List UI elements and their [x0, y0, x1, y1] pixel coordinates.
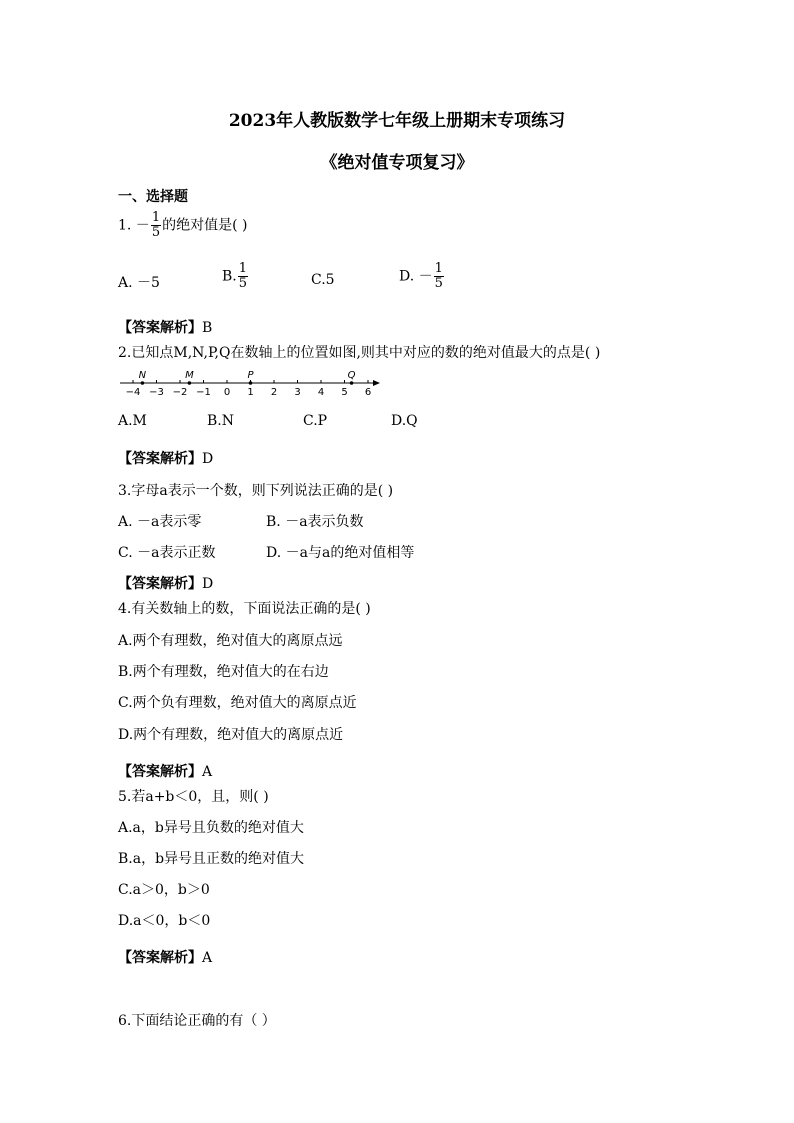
q3-option-d: D. －a与a的绝对值相等 — [266, 545, 415, 561]
q4-option-d: D.两个有理数，绝对值大的离原点近 — [118, 727, 344, 743]
q1-option-a: A. －5 — [118, 275, 160, 291]
question-4: 4.有关数轴上的数，下面说法正确的是( ) — [118, 601, 371, 617]
q5-answer-label: 【答案解析】 — [118, 950, 202, 966]
q3-answer — [118, 573, 213, 593]
q4-option-b: B.两个有理数，绝对值大的在右边 — [118, 664, 329, 680]
tick-label: −2 — [172, 387, 188, 398]
q1-optd-den: 5 — [434, 276, 443, 291]
q4-option-c: C.两个负有理数，绝对值大的离原点近 — [118, 695, 357, 711]
tick-label: 0 — [223, 387, 231, 398]
q5-option-a: A.a，b异号且负数的绝对值大 — [118, 820, 304, 836]
q3-answer-value: D — [202, 576, 214, 592]
q4-answer — [118, 761, 212, 781]
q2-answer — [118, 448, 213, 468]
section-heading: 一、选择题 — [118, 189, 188, 205]
point-label-p: P — [247, 370, 254, 381]
page-title: 2023年人教版数学七年级上册期末专项练习 — [228, 111, 566, 131]
q1-fraction — [151, 211, 161, 240]
q5-answer-value: A — [202, 950, 213, 966]
q2-answer-label: 【答案解析】 — [118, 451, 202, 467]
q1-prefix: 1. － — [118, 217, 150, 234]
q1-answer-value: B — [202, 320, 213, 336]
q1-optd-fraction — [434, 262, 444, 291]
point-m — [188, 381, 192, 385]
q3-option-c: C. －a表示正数 — [118, 545, 216, 561]
tick-label: 1 — [247, 387, 254, 398]
q5-answer — [118, 947, 212, 967]
q2-option-a: A.M — [118, 413, 147, 429]
q3-option-a: A. －a表示零 — [118, 514, 202, 530]
q1-suffix: 的绝对值是( ) — [162, 217, 248, 234]
point-label-q: Q — [347, 370, 356, 381]
q5-option-d: D.a＜0，b＜0 — [118, 913, 211, 929]
q1-frac-den: 5 — [151, 225, 161, 240]
q1-optb-num: 1 — [238, 261, 248, 276]
q1-answer-label: 【答案解析】 — [118, 320, 202, 336]
question-3: 3.字母a表示一个数，则下列说法正确的是( ) — [118, 483, 394, 499]
q1-answer — [118, 317, 212, 337]
q2-option-c: C.P — [303, 413, 328, 429]
q1-optb-fraction — [238, 262, 248, 291]
point-q — [350, 381, 354, 385]
point-n — [141, 381, 145, 385]
number-line — [118, 369, 388, 405]
q5-option-b: B.a，b异号且正数的绝对值大 — [118, 851, 305, 867]
q2-answer-value: D — [202, 451, 214, 467]
tick-label: −3 — [149, 387, 164, 398]
q1-optd-prefix: D. － — [399, 268, 433, 285]
q1-option-c: C.5 — [311, 272, 335, 288]
number-line-arrow — [373, 380, 380, 386]
tick-label: 3 — [294, 387, 301, 398]
question-1 — [118, 211, 247, 240]
q5-option-c: C.a＞0，b＞0 — [118, 882, 210, 898]
q1-optd-num: 1 — [434, 261, 443, 276]
question-5: 5.若a+b＜0，且，则( ) — [118, 789, 269, 805]
page-subtitle: 《绝对值专项复习》 — [320, 153, 474, 173]
question-6: 6.下面结论正确的有（ ） — [118, 1013, 276, 1029]
q2-option-b: B.N — [207, 413, 234, 429]
q3-option-b: B. －a表示负数 — [266, 514, 364, 530]
tick-label: 2 — [270, 387, 278, 398]
q1-optb-den: 5 — [238, 276, 248, 291]
q1-frac-num: 1 — [151, 210, 161, 225]
tick-label: 6 — [364, 387, 372, 398]
point-label-n: N — [138, 370, 147, 381]
tick-label: −4 — [125, 387, 141, 398]
tick-label: 4 — [317, 387, 325, 398]
q1-option-d — [399, 262, 445, 291]
tick-label: 5 — [341, 387, 348, 398]
q1-optb-prefix: B. — [222, 268, 237, 285]
question-2: 2.已知点M,N,P,Q在数轴上的位置如图,则其中对应的数的绝对值最大的点是( ) — [118, 345, 601, 361]
q4-answer-label: 【答案解析】 — [118, 764, 202, 780]
q4-option-a: A.两个有理数，绝对值大的离原点远 — [118, 633, 343, 649]
point-label-m: M — [185, 370, 194, 381]
q1-option-b — [222, 262, 249, 291]
q4-answer-value: A — [202, 764, 213, 780]
point-p — [249, 381, 253, 385]
tick-label: −1 — [196, 387, 211, 398]
q2-option-d: D.Q — [391, 413, 418, 429]
q3-answer-label: 【答案解析】 — [118, 576, 202, 592]
